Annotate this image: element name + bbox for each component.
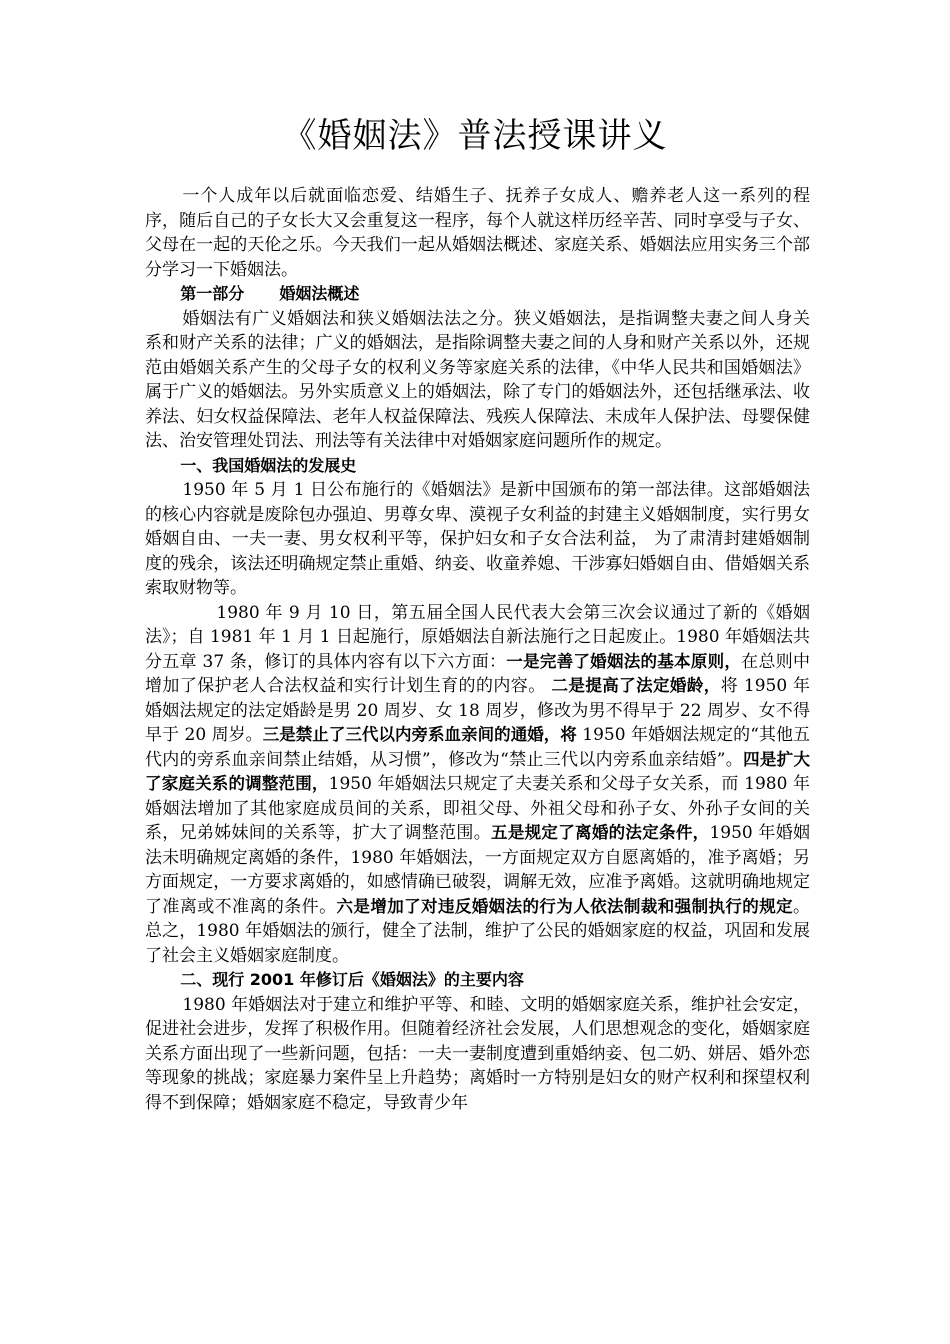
- section1-paragraph-1980: [145, 601, 810, 969]
- point-4-bold: 四是扩大了家庭关系的调整范围，: [145, 749, 810, 793]
- point-3-bold: 三是禁止了三代以内旁系血亲间的通婚，将: [262, 725, 577, 744]
- section2-heading: 二、现行 2001 年修订后《婚姻法》的主要内容: [180, 970, 524, 989]
- section1-paragraph-1950: 1950 年 5 月 1 日公布施行的《婚姻法》是新中国颁布的第一部法律。这部婚姻法的核心内容就是废除包办强迫、男尊女卑、漠视子女利益的封建主义婚姻制度，实行男女婚姻自由、一夫一妻、男女权利平等，保护妇女和子女合法利益， 为了肃清封建婚姻制度的残余，该法还明确规定禁止重婚、纳妾、收童养媳、干涉寡妇婚姻自由、借婚姻关系索取财物等。: [145, 480, 810, 598]
- section1-heading: 一、我国婚姻法的发展史: [180, 455, 357, 475]
- point-2-text-b: 为男不得早于 22 周岁、女不得早于 20 周岁。: [145, 700, 810, 745]
- intro-paragraph: 一个人成年以后就面临恋爱、结婚生子、抚养子女成人、赡养老人这一系列的程序，随后自己的子女长大又会重复这一程序，每个人就这样历经辛苦、同时享受与子女、父母在一起的天伦之乐。今天我们一起从婚姻法概述、家庭关系、婚姻法应用实务三个部分学习一下婚姻法。: [145, 186, 810, 280]
- point-6-text: 。总之，1980 年婚姻法的颁行，健全了法制，维护了公民的婚姻家庭的权益，巩固和发展了社会主义婚姻家庭制度。: [145, 896, 811, 966]
- point-2-text-a: 将 1950 年婚姻法规定的法定婚龄是男 20 周岁、女 18 周岁，修改: [145, 676, 811, 721]
- part1-title: 婚姻法概述: [279, 284, 360, 303]
- point-1-bold: 一是完善了婚姻法的基本原则，: [506, 651, 742, 671]
- point-1-text: 在总则中增加了保护老人合法权益和实行计划生育的的内容。: [145, 651, 811, 696]
- document-body: [145, 184, 810, 1115]
- point-5-bold: 五是规定了离婚的法定条件，: [491, 823, 710, 842]
- part1-paragraph: 婚姻法有广义婚姻法和狭义婚姻法法之分。狭义婚姻法，是指调整夫妻之间人身关系和财产关系的法律；广义的婚姻法，是指除调整夫妻之间的人身和财产关系以外，还规范由婚姻关系产生的父母子女的权利义务等家庭关系的法律，《中华人民共和国婚姻法》属于广义的婚姻法。另外实质意义上的婚姻法，除了专门的婚姻法外，还包括继承法、收养法、妇女权益保障法、老年人权益保障法、残疾人保障法、未成年人保护法、母婴保健法、治安管理处罚法、刑法等有关法律中对婚姻家庭问题所作的规定。: [145, 308, 810, 451]
- part1-heading: [145, 282, 810, 307]
- para-1980-intro: 1980 年 9 月 10 日，第五届全国人民代表大会第三次会议通过了新的《婚姻法》；自 1981 年 1 月 1 日起施行，原婚姻法自新法施行之日起废止。1980 年婚姻法共分五章 37 条，修订的具体内容有以下六方面：: [145, 602, 810, 672]
- point-6-bold: 六是增加了对违反婚姻法的行为人依法制裁和强制执行的规定: [336, 896, 794, 916]
- point-2-bold: 二是提高了法定婚龄，: [551, 676, 721, 695]
- point-5-text: 1950 年婚姻法未明确规定离婚的条件，1980 年婚姻法，一方面规定双方自愿离婚的，准予离婚；另方面规定，一方要求离婚的，如感情确已破裂，调解无效，应准予离婚。这就明确地规定了准离或不准离的条件。: [145, 823, 811, 917]
- part1-label: 第一部分: [180, 284, 245, 303]
- section2-paragraph: 1980 年婚姻法对于建立和维护平等、和睦、文明的婚姻家庭关系，维护社会安定，促进社会进步，发挥了积极作用。但随着经济社会发展，人们思想观念的变化，婚姻家庭关系方面出现了一些新问题，包括：一夫一妻制度遭到重婚纳妾、包二奶、姘居、婚外恋等现象的挑战；家庭暴力案件呈上升趋势；离婚时一方特别是妇女的财产权利和探望权利得不到保障；婚姻家庭不稳定，导致青少年: [145, 994, 810, 1113]
- point-4-text: 1950 年婚姻法只规定了夫妻关系和父母子女关系，而 1980 年婚姻法增加了其他家庭成员间的关系，即祖父母、外祖父母和孙子女、外孙子女间的关系，兄弟姊妹间的关系等，扩大了调整范围。: [145, 774, 810, 843]
- point-3-text: 1950 年婚姻法规定的“其他五代内的旁系血亲间禁止结婚，从习惯”，修改为“禁止三代以内旁系血亲结婚”。: [145, 725, 810, 770]
- document-title: 《婚姻法》普法授课讲义: [282, 116, 668, 156]
